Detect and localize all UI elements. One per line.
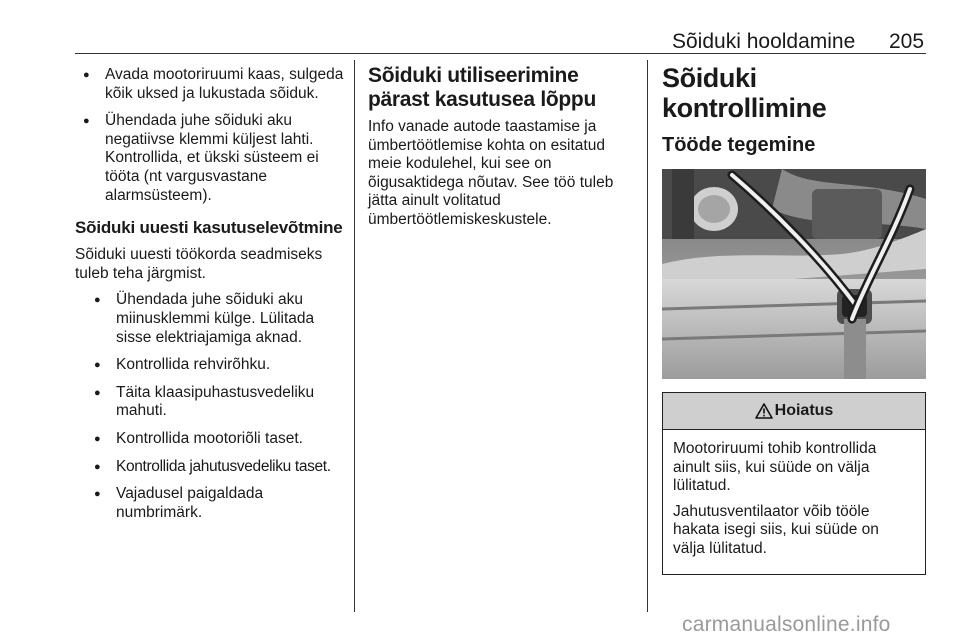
list-item: ● Kontrollida rehvirõhku. (75, 356, 350, 375)
warning-title: Hoiatus (774, 401, 834, 419)
section-intro: Sõiduki uuesti töökorda seadmiseks tuleb teha järgmist. (75, 246, 323, 282)
column-divider-1 (354, 60, 355, 612)
warning-box (662, 392, 926, 575)
page-header-title: Sõiduki hooldamine (672, 30, 856, 53)
column-2 (368, 66, 638, 238)
warning-body (663, 430, 925, 574)
warning-header (663, 393, 925, 430)
section-heading-reactivation: Sõiduki uuesti kasutuselevõtmine (75, 218, 343, 238)
disposal-body: Info vanade autode taastamise ja ümbertöötlemise kohta on esitatud meie kodulehel, kui see on õigusaktidega nõutav. See töö tuleb jätta ainult volitatud ümbertöötlemiskeskustele. (368, 118, 614, 228)
column-1 (75, 66, 350, 531)
warning-triangle-icon (755, 403, 773, 419)
site-watermark: carmanualsonline.info (682, 613, 891, 636)
storage-steps-list (75, 66, 350, 205)
list-item: ● Kontrollida jahutusvedeliku taset. (75, 458, 350, 477)
list-item: ● Täita klaasipuhastusvedeliku mahuti. (75, 384, 350, 421)
chapter-heading: Sõiduki kontrollimine (662, 63, 827, 123)
list-item: ● Avada mootoriruumi kaas, sulgeda kõik uksed ja lukustada sõiduk. (75, 66, 350, 103)
reactivation-steps-list (75, 291, 350, 522)
list-item: ● Ühendada juhe sõiduki aku miinusklemmi külge. Lülitada sisse elektriajamiga aknad. (75, 291, 350, 347)
warning-paragraph: Mootoriruumi tohib kontrollida ainult siis, kui süüde on välja lülitatud. (673, 440, 877, 495)
header-rule (75, 53, 926, 54)
engine-bay-photo (662, 169, 926, 379)
section-heading-disposal: Sõiduki utiliseerimine pärast kasutusea lõppu (368, 64, 596, 111)
column-3 (662, 63, 926, 575)
list-item: ● Kontrollida mootoriõli taset. (75, 430, 350, 449)
list-item: ● Ühendada juhe sõiduki aku negatiivse klemmi küljest lahti. Kontrollida, et ükski süsteem ei tööta (nt vargusvastane alarmsüsteem). (75, 112, 350, 205)
column-divider-2 (647, 60, 648, 612)
page-number: 205 (889, 30, 925, 53)
section-subheading: Tööde tegemine (662, 134, 816, 156)
warning-paragraph: Jahutusventilaator võib tööle hakata isegi siis, kui süüde on välja lülitatud. (673, 502, 879, 557)
list-item: ● Vajadusel paigaldada numbrimärk. (75, 485, 350, 522)
